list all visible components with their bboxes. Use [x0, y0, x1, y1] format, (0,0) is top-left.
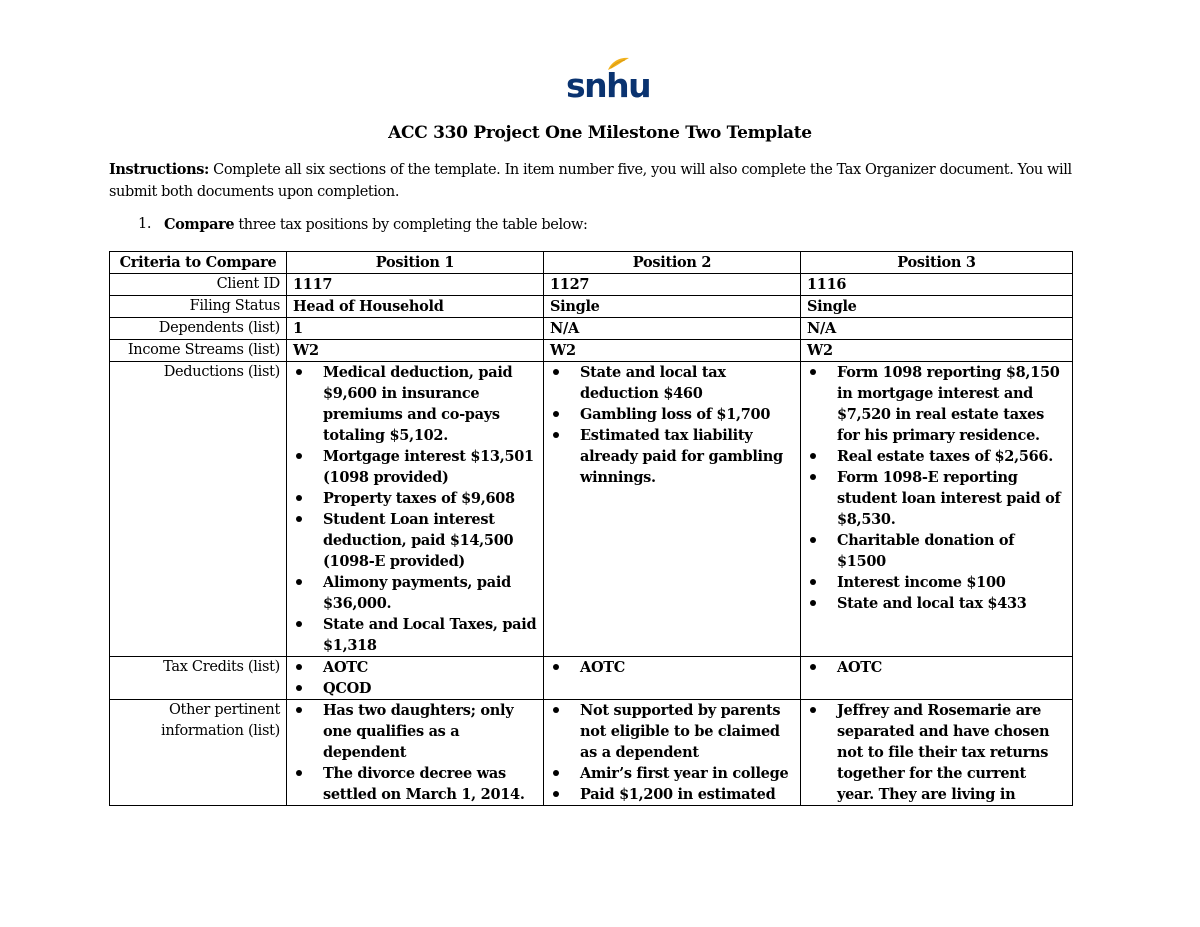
- criteria-other-line1: Other pertinent: [168, 702, 280, 718]
- criteria-deductions: Deductions (list): [110, 362, 287, 657]
- cell-list: [544, 362, 801, 657]
- header-position-1: Position 1: [287, 252, 544, 274]
- cell-value: N/A: [801, 318, 1073, 340]
- list-item: QCOD: [293, 678, 537, 699]
- list-item: AOTC: [293, 657, 537, 678]
- cell-value: Single: [801, 296, 1073, 318]
- criteria-other-line2: information (list): [161, 723, 280, 739]
- list-item: Alimony payments, paid $36,000.: [293, 572, 537, 614]
- cell-value: W2: [801, 340, 1073, 362]
- list-item: Paid $1,200 in estimated: [550, 784, 794, 805]
- instructions-paragraph: [109, 159, 1074, 203]
- list-item: Amir’s first year in college: [550, 763, 794, 784]
- table-header-row: [110, 252, 1073, 274]
- list-item: AOTC: [550, 657, 794, 678]
- table-row: [110, 362, 1073, 657]
- criteria-filing-status: Filing Status: [110, 296, 287, 318]
- step-bold: Compare: [164, 216, 235, 233]
- list-item: Charitable donation of $1500: [807, 530, 1066, 572]
- cell-value: W2: [544, 340, 801, 362]
- list-item: Jeffrey and Rosemarie are separated and have chosen not to file their tax returns together for the current year. They are living in: [807, 700, 1066, 805]
- list-item: Not supported by parents not eligible to be claimed as a dependent: [550, 700, 794, 763]
- table-row: [110, 274, 1073, 296]
- header-criteria: Criteria to Compare: [110, 252, 287, 274]
- list-item: Gambling loss of $1,700: [550, 404, 794, 425]
- cell-list: [287, 700, 544, 806]
- document-title: ACC 330 Project One Milestone Two Template: [388, 123, 812, 143]
- instructions-text: Complete all six sections of the template. In item number five, you will also complete the Tax Organizer document. You will submit both documents upon completion.: [109, 162, 1072, 200]
- table-row: [110, 657, 1073, 700]
- cell-list: [544, 657, 801, 700]
- list-item: State and local tax deduction $460: [550, 362, 794, 404]
- step-number: 1.: [138, 216, 152, 232]
- table-row: [110, 318, 1073, 340]
- list-item: Interest income $100: [807, 572, 1066, 593]
- list-item: Has two daughters; only one qualifies as a dependent: [293, 700, 537, 763]
- cell-value: 1: [287, 318, 544, 340]
- list-item: Mortgage interest $13,501 (1098 provided): [293, 446, 537, 488]
- criteria-client-id: Client ID: [110, 274, 287, 296]
- cell-list: [801, 657, 1073, 700]
- snhu-logo: [566, 56, 651, 105]
- cell-value: Single: [544, 296, 801, 318]
- cell-list: [801, 362, 1073, 657]
- list-item: The divorce decree was settled on March 1, 2014.: [293, 763, 537, 805]
- table-row: [110, 700, 1073, 806]
- criteria-dependents: Dependents (list): [110, 318, 287, 340]
- list-item: Medical deduction, paid $9,600 in insurance premiums and co-pays totaling $5,102.: [293, 362, 537, 446]
- list-item: State and Local Taxes, paid $1,318: [293, 614, 537, 656]
- list-item: State and local tax $433: [807, 593, 1066, 614]
- list-item: Estimated tax liability already paid for gambling winnings.: [550, 425, 794, 488]
- criteria-other-info: [110, 700, 287, 806]
- step-text: three tax positions by completing the table below:: [234, 217, 588, 233]
- logo-text: snhu: [566, 66, 651, 105]
- cell-value: 1127: [544, 274, 801, 296]
- cell-value: Head of Household: [287, 296, 544, 318]
- instructions-label: Instructions:: [109, 161, 209, 178]
- comparison-table: [109, 251, 1073, 806]
- list-item: Property taxes of $9,608: [293, 488, 537, 509]
- table-row: [110, 296, 1073, 318]
- table-row: [110, 340, 1073, 362]
- cell-list: [287, 362, 544, 657]
- cell-list: [801, 700, 1073, 806]
- cell-value: N/A: [544, 318, 801, 340]
- cell-value: 1116: [801, 274, 1073, 296]
- header-position-3: Position 3: [801, 252, 1073, 274]
- criteria-tax-credits: Tax Credits (list): [110, 657, 287, 700]
- list-item: Real estate taxes of $2,566.: [807, 446, 1066, 467]
- list-item: Student Loan interest deduction, paid $14,500 (1098-E provided): [293, 509, 537, 572]
- list-item: Form 1098 reporting $8,150 in mortgage interest and $7,520 in real estate taxes for his primary residence.: [807, 362, 1066, 446]
- list-item: Form 1098-E reporting student loan interest paid of $8,530.: [807, 467, 1066, 530]
- cell-list: [287, 657, 544, 700]
- cell-list: [544, 700, 801, 806]
- header-position-2: Position 2: [544, 252, 801, 274]
- cell-value: W2: [287, 340, 544, 362]
- cell-value: 1117: [287, 274, 544, 296]
- list-item: AOTC: [807, 657, 1066, 678]
- criteria-income-streams: Income Streams (list): [110, 340, 287, 362]
